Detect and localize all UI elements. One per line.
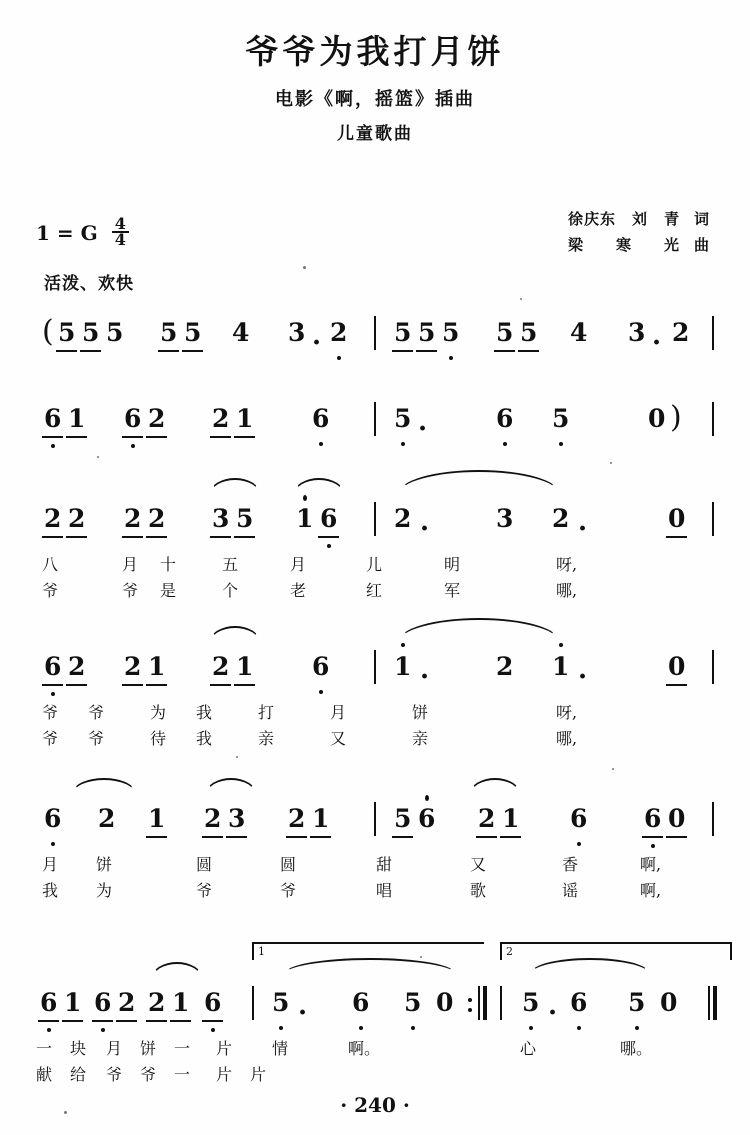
subtitle-genre: 儿童歌曲	[337, 124, 413, 144]
note: 2	[148, 988, 166, 1017]
barline	[374, 650, 376, 684]
note: 5	[404, 988, 422, 1017]
scan-speck	[520, 298, 522, 300]
note: 5	[628, 988, 646, 1017]
scan-speck	[236, 756, 238, 758]
slur	[210, 478, 260, 494]
lyric-syllable: 是	[160, 581, 177, 600]
repeat-barline	[478, 986, 480, 1020]
augmentation-dot: ·	[420, 514, 430, 544]
lyric-syllable: 打	[258, 703, 275, 722]
lyric-syllable: 月	[106, 1039, 123, 1058]
slur	[152, 962, 202, 978]
barline	[712, 802, 714, 836]
note: 5	[552, 404, 570, 433]
augmentation-dot: ·	[418, 414, 428, 444]
tempo-marking: 活泼、欢快	[44, 274, 134, 294]
lyric-syllable: 十	[160, 555, 177, 574]
lyric-syllable: 哪。	[620, 1039, 653, 1058]
lyric-syllable: 圆	[196, 855, 213, 874]
note: 3	[628, 318, 646, 347]
volta-bracket-2: 2	[500, 942, 732, 960]
note: 6	[644, 804, 662, 833]
note: 5	[418, 318, 436, 347]
slur	[398, 618, 560, 642]
slur	[206, 778, 256, 794]
note: 6	[320, 504, 338, 533]
lyric-syllable: 饼	[412, 703, 429, 722]
barline	[712, 650, 714, 684]
note: 2	[148, 404, 166, 433]
lyric-syllable: 又	[470, 855, 487, 874]
note: 1	[502, 804, 520, 833]
lyric-syllable: 甜	[376, 855, 393, 874]
note: 6	[352, 988, 370, 1017]
barline	[712, 502, 714, 536]
credit-lyricist: 徐庆东 刘 青 词	[567, 210, 710, 228]
lyric-syllable: 红	[366, 581, 383, 600]
note: 2	[68, 504, 86, 533]
note: 3	[228, 804, 246, 833]
note: 2	[98, 804, 116, 833]
note: 6	[312, 404, 330, 433]
note: 5	[442, 318, 460, 347]
note: 6	[94, 988, 112, 1017]
note: 0	[436, 988, 454, 1017]
note: 3	[288, 318, 306, 347]
slur	[210, 626, 260, 642]
note: 0	[668, 804, 686, 833]
note: 1	[68, 404, 86, 433]
note: 6	[44, 652, 62, 681]
open-paren: (	[42, 314, 54, 349]
lyric-syllable: 又	[330, 729, 347, 748]
lyric-syllable: 一	[174, 1039, 191, 1058]
lyric-syllable: 我	[42, 881, 59, 900]
slur	[470, 778, 520, 794]
note: 6	[418, 804, 436, 833]
lyric-syllable: 爷	[280, 881, 297, 900]
note: 2	[44, 504, 62, 533]
lyric-syllable: 献	[36, 1065, 53, 1084]
barline	[712, 402, 714, 436]
barline	[712, 316, 714, 350]
lyric-syllable: 谣	[562, 881, 579, 900]
system-1	[0, 314, 750, 364]
final-barline	[708, 986, 710, 1020]
lyric-syllable: 饼	[140, 1039, 157, 1058]
note: 5	[106, 318, 124, 347]
note: 5	[496, 318, 514, 347]
system-5	[0, 804, 750, 900]
lyric-syllable: 爷	[106, 1065, 123, 1084]
note: 5	[82, 318, 100, 347]
lyric-syllable: 爷	[42, 729, 59, 748]
lyric-syllable: 香	[562, 855, 579, 874]
repeat-dots	[468, 992, 472, 1018]
barline	[500, 986, 502, 1020]
lyric-syllable: 老	[290, 581, 307, 600]
credit-composer: 梁 寒 光 曲	[567, 236, 710, 254]
note: 2	[148, 504, 166, 533]
lyric-syllable: 个	[222, 581, 239, 600]
lyric-syllable: 我	[196, 729, 213, 748]
lyric-syllable: 月	[42, 855, 59, 874]
scan-speck	[610, 462, 612, 464]
slur	[530, 958, 650, 974]
lyric-syllable: 月	[330, 703, 347, 722]
note: 2	[212, 652, 230, 681]
augmentation-dot: ·	[548, 998, 558, 1028]
lyric-syllable: 块	[70, 1039, 87, 1058]
augmentation-dot: ·	[420, 662, 430, 692]
note: 1	[394, 652, 412, 681]
note: 2	[672, 318, 690, 347]
note: 6	[312, 652, 330, 681]
close-paren: )	[670, 400, 682, 435]
credits	[568, 206, 710, 258]
note: 6	[570, 988, 588, 1017]
note: 2	[552, 504, 570, 533]
lyric-syllable: 爷	[42, 581, 59, 600]
system-3	[0, 504, 750, 600]
note: 5	[522, 988, 540, 1017]
key-label: 1 = G	[36, 221, 98, 245]
system-4	[0, 652, 750, 748]
lyric-syllable: 五	[222, 555, 239, 574]
lyric-syllable: 为	[150, 703, 167, 722]
lyric-syllable: 哪,	[556, 729, 578, 748]
note: 0	[668, 652, 686, 681]
lyric-syllable: 呀,	[556, 555, 578, 574]
note: 6	[124, 404, 142, 433]
subtitle-film: 电影《啊，摇篮》插曲	[275, 89, 475, 110]
lyric-syllable: 一	[174, 1065, 191, 1084]
lyric-syllable: 明	[444, 555, 461, 574]
barline	[374, 402, 376, 436]
lyric-syllable: 爷	[88, 729, 105, 748]
barline	[374, 502, 376, 536]
note: 6	[570, 804, 588, 833]
note: 1	[64, 988, 82, 1017]
scan-speck	[64, 1111, 67, 1114]
note: 0	[648, 404, 666, 433]
note: 0	[668, 504, 686, 533]
note: 0	[660, 988, 678, 1017]
lyric-syllable: 月	[122, 555, 139, 574]
lyric-syllable: 八	[42, 555, 59, 574]
note: 2	[124, 652, 142, 681]
lyric-syllable: 片	[216, 1039, 233, 1058]
system-2	[0, 400, 750, 450]
barline	[374, 316, 376, 350]
page-number: · 240 ·	[340, 1093, 410, 1117]
scan-speck	[612, 768, 614, 770]
note: 4	[232, 318, 250, 347]
lyric-syllable: 片	[216, 1065, 233, 1084]
volta-bracket-1: 1	[252, 942, 484, 960]
note: 5	[58, 318, 76, 347]
note: 5	[394, 318, 412, 347]
note: 1	[312, 804, 330, 833]
augmentation-dot: ·	[652, 328, 662, 358]
note: 2	[204, 804, 222, 833]
lyric-syllable: 爷	[122, 581, 139, 600]
lyric-syllable: 爷	[88, 703, 105, 722]
lyric-syllable: 啊,	[640, 855, 662, 874]
lyric-syllable: 啊,	[640, 881, 662, 900]
lyric-syllable: 爷	[196, 881, 213, 900]
system-6	[0, 945, 750, 1084]
augmentation-dot: ·	[298, 998, 308, 1028]
note: 6	[44, 404, 62, 433]
slur	[72, 778, 136, 794]
note: 2	[478, 804, 496, 833]
lyric-syllable: 圆	[280, 855, 297, 874]
lyric-syllable: 亲	[412, 729, 429, 748]
barline	[374, 802, 376, 836]
note: 1	[296, 504, 314, 533]
note: 2	[118, 988, 136, 1017]
note: 6	[204, 988, 222, 1017]
lyric-syllable: 歌	[470, 881, 487, 900]
note: 5	[520, 318, 538, 347]
augmentation-dot: ·	[578, 514, 588, 544]
lyric-syllable: 待	[150, 729, 167, 748]
lyric-syllable: 一	[36, 1039, 53, 1058]
lyric-syllable: 心	[520, 1039, 537, 1058]
note: 1	[236, 404, 254, 433]
note: 1	[148, 652, 166, 681]
time-signature: $\frac{4}{4}$	[112, 217, 129, 247]
note: 2	[212, 404, 230, 433]
note: 2	[68, 652, 86, 681]
sheet-music-page	[0, 26, 750, 1135]
lyric-syllable: 唱	[376, 881, 393, 900]
note: 2	[496, 652, 514, 681]
note: 2	[124, 504, 142, 533]
note: 5	[272, 988, 290, 1017]
note: 6	[496, 404, 514, 433]
note: 1	[148, 804, 166, 833]
note: 5	[394, 404, 412, 433]
lyric-syllable: 饼	[96, 855, 113, 874]
note: 5	[394, 804, 412, 833]
note: 6	[40, 988, 58, 1017]
lyric-syllable: 爷	[42, 703, 59, 722]
slur	[398, 470, 560, 494]
note: 2	[330, 318, 348, 347]
lyric-syllable: 月	[290, 555, 307, 574]
note: 3	[212, 504, 230, 533]
scan-speck	[420, 956, 422, 958]
slur	[294, 478, 344, 494]
augmentation-dot: ·	[312, 328, 322, 358]
augmentation-dot: ·	[578, 662, 588, 692]
lyric-syllable: 儿	[366, 555, 383, 574]
scan-speck	[303, 266, 306, 269]
slur	[284, 958, 456, 974]
note: 2	[394, 504, 412, 533]
note: 5	[236, 504, 254, 533]
lyric-syllable: 爷	[140, 1065, 157, 1084]
note: 3	[496, 504, 514, 533]
lyric-syllable: 哪,	[556, 581, 578, 600]
note: 5	[184, 318, 202, 347]
note: 1	[172, 988, 190, 1017]
note: 4	[570, 318, 588, 347]
barline	[252, 986, 254, 1020]
lyric-syllable: 我	[196, 703, 213, 722]
note: 1	[236, 652, 254, 681]
lyric-syllable: 为	[96, 881, 113, 900]
key-signature	[36, 214, 129, 249]
lyric-syllable: 亲	[258, 729, 275, 748]
lyric-syllable: 情	[272, 1039, 289, 1058]
lyric-syllable: 片	[250, 1065, 267, 1084]
page-title: 爷爷为我打月饼	[245, 32, 505, 71]
lyric-syllable: 给	[70, 1065, 87, 1084]
lyric-syllable: 啊。	[348, 1039, 381, 1058]
note: 6	[44, 804, 62, 833]
note: 2	[288, 804, 306, 833]
note: 5	[160, 318, 178, 347]
lyric-syllable: 呀,	[556, 703, 578, 722]
scan-speck	[97, 456, 99, 458]
lyric-syllable: 军	[444, 581, 461, 600]
note: 1	[552, 652, 570, 681]
